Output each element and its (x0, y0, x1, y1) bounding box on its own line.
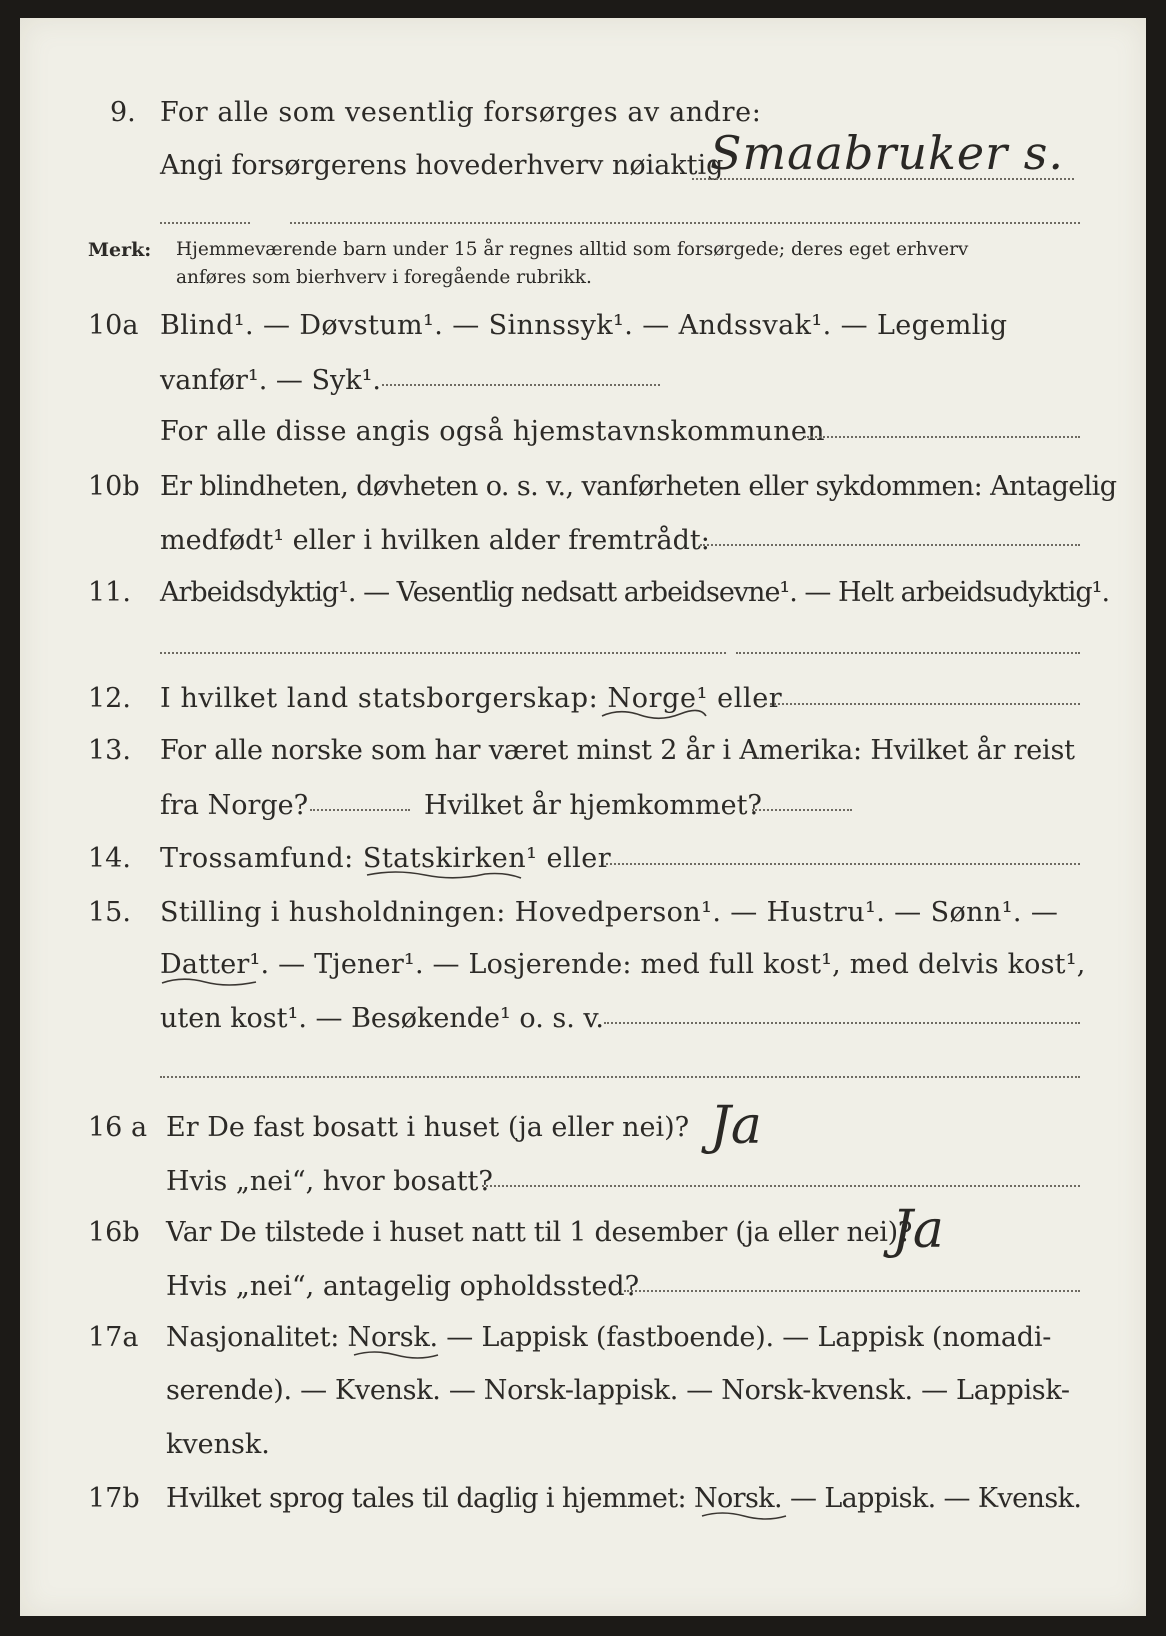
q16a-line1: Er De fast bosatt i huset (ja eller nei)? (166, 1112, 690, 1143)
q11-line1: Arbeidsdyktig¹. — Vesentlig nedsatt arbeidsevne¹. — Helt arbeidsudyktig¹. (160, 577, 1110, 608)
q17b-norsk-underline (700, 1507, 790, 1523)
q15-number: 15. (88, 897, 131, 928)
q16a-handwritten-answer: Ja (710, 1096, 762, 1156)
q16a-line2: Hvis „nei“, hvor bosatt? (166, 1166, 493, 1197)
q12-norge-underline (600, 706, 710, 722)
q9-number: 9. (110, 97, 136, 128)
q17a-norsk-underline (352, 1346, 442, 1362)
q14-statskirken-underline (365, 866, 525, 882)
q10a-line2-blank (382, 384, 660, 386)
q9-extra-line-b (290, 222, 1080, 224)
q10a-number: 10a (88, 310, 139, 341)
q16a-blank (482, 1185, 1080, 1187)
q9-handwritten-answer: Smaabruker s. (710, 126, 1064, 180)
q9-line2: Angi forsørgerens hovederhverv nøiaktig (160, 150, 724, 181)
q17b-line1: Hvilket sprog tales til daglig i hjemmet: Norsk. — Lappisk. — Kvensk. (166, 1483, 1082, 1514)
q17a-number: 17a (88, 1322, 139, 1353)
merk-line1: Hjemmeværende barn under 15 år regnes alltid som forsørgede; deres eget erhverv (176, 239, 969, 260)
q10a-line3: For alle disse angis også hjemstavnskommunen (160, 416, 825, 447)
q16b-number: 16b (88, 1217, 140, 1248)
q17a-line1: Nasjonalitet: Norsk. — Lappisk (fastboende). — Lappisk (nomadi- (166, 1322, 1052, 1353)
q12-blank (765, 703, 1080, 705)
merk-label: Merk: (88, 239, 152, 261)
q14-line1: Trossamfund: Statskirken¹ eller (160, 843, 612, 874)
q9-extra-line-a (160, 222, 250, 224)
q10b-line1: Er blindheten, døvheten o. s. v., vanførheten eller sykdommen: Antagelig (160, 471, 1117, 502)
q15-extra-line (160, 1076, 1080, 1078)
q17b-number: 17b (88, 1483, 140, 1514)
q15-line3: uten kost¹. — Besøkende¹ o. s. v. (160, 1003, 605, 1034)
q17a-line2: serende). — Kvensk. — Norsk-lappisk. — Norsk-kvensk. — Lappisk- (166, 1375, 1070, 1406)
q13-line1: For alle norske som har været minst 2 år i Amerika: Hvilket år reist (160, 735, 1075, 766)
q10b-line2: medfødt¹ eller i hvilken alder fremtrådt: (160, 525, 710, 556)
q11-blank-a (160, 652, 726, 654)
q16b-handwritten-answer: Ja (892, 1200, 944, 1260)
q9-line1: For alle som vesentlig forsørges av andre: (160, 97, 762, 128)
q11-number: 11. (88, 577, 131, 608)
q13-number: 13. (88, 735, 131, 766)
q10a-line2: vanfør¹. — Syk¹. (160, 365, 381, 396)
q12-line1: I hvilket land statsborgerskap: Norge¹ eller (160, 683, 783, 714)
q10b-line2-blank (700, 544, 1080, 546)
q13-line2b: Hvilket år hjemkommet? (424, 790, 762, 821)
q17a-line3: kvensk. (166, 1429, 270, 1460)
q11-blank-b (736, 652, 1080, 654)
q15-datter-underline (160, 973, 260, 989)
q15-blank (604, 1022, 1080, 1024)
q16b-line2: Hvis „nei“, antagelig opholdssted? (166, 1271, 640, 1302)
merk-line2: anføres som bierhverv i foregående rubrikk. (176, 267, 592, 288)
q14-number: 14. (88, 843, 131, 874)
census-form-page (20, 18, 1146, 1616)
q10b-number: 10b (88, 471, 140, 502)
q10a-line3-blank (804, 436, 1080, 438)
q10a-line1: Blind¹. — Døvstum¹. — Sinnssyk¹. — Andssvak¹. — Legemlig (160, 310, 1008, 341)
q15-line2: Datter¹. — Tjener¹. — Losjerende: med full kost¹, med delvis kost¹, (160, 949, 1086, 980)
q14-blank (606, 863, 1080, 865)
q15-line1: Stilling i husholdningen: Hovedperson¹. — Hustru¹. — Sønn¹. — (160, 897, 1059, 928)
q13-line2a: fra Norge? (160, 790, 309, 821)
q16b-line1: Var De tilstede i huset natt til 1 desember (ja eller nei)? (166, 1217, 913, 1248)
q12-number: 12. (88, 683, 131, 714)
q16a-number: 16 a (88, 1112, 148, 1143)
q13-reist-blank (310, 809, 410, 811)
q13-hjemkommet-blank (752, 809, 852, 811)
q16b-blank (624, 1290, 1080, 1292)
